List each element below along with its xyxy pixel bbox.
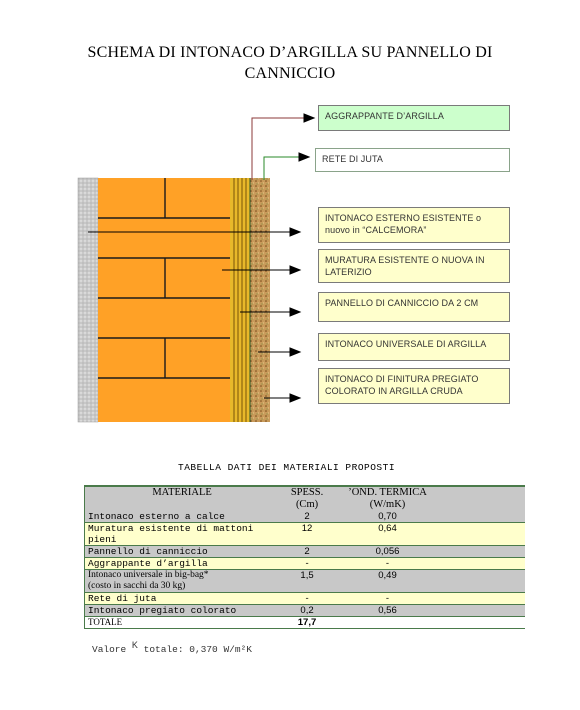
label-intonaco-esterno: INTONACO ESTERNO ESISTENTE o nuovo in “CALCEMORA”: [318, 207, 510, 243]
label-muratura: MURATURA ESISTENTE O NUOVA IN LATERIZIO: [318, 249, 510, 283]
table-header-row: [85, 486, 526, 511]
total-k-value: Valore $^K$ totale: 0,370 W/m²K: [92, 640, 252, 656]
label-intonaco-universale: INTONACO UNIVERSALE DI ARGILLA: [318, 333, 510, 361]
table-row: Aggrappante d’argilla - -: [85, 558, 526, 570]
clay-plaster-layer: [250, 178, 270, 422]
table-title: TABELLA DATI DEI MATERIALI PROPOSTI: [178, 462, 396, 473]
table-row: Pannello di canniccio 2 0,056: [85, 546, 526, 558]
title-line-1: SCHEMA DI INTONACO D’ARGILLA SU PANNELLO DI: [87, 44, 493, 61]
brick-wall-layer: [98, 178, 230, 422]
materials-table: [84, 485, 525, 629]
label-aggrappante: AGGRAPPANTE D’ARGILLA: [318, 105, 510, 131]
label-pannello: PANNELLO DI CANNICCIO DA 2 CM: [318, 292, 510, 322]
table-row: Muratura esistente di mattoni pieni 12 0,64: [85, 523, 526, 546]
header-materiale: MATERIALE: [85, 486, 280, 511]
table-row: Intonaco universale in big-bag* (costo in sacchi da 30 kg) 1,5 0,49: [85, 570, 526, 593]
label-finitura: INTONACO DI FINITURA PREGIATO COLORATO IN ARGILLA CRUDA: [318, 368, 510, 404]
label-rete-juta: RETE DI JUTA: [315, 148, 510, 172]
table-row: Rete di juta - -: [85, 593, 526, 605]
table-total-row: TOTALE 17,7: [85, 617, 526, 629]
table-row: Intonaco pregiato colorato 0,2 0,56: [85, 605, 526, 617]
title-line-2: CANNICCIO: [244, 65, 336, 82]
table-row: Intonaco esterno a calce 2 0,70: [85, 511, 526, 523]
header-spessore: SPESS. (Cm): [279, 486, 335, 511]
reed-panel-layer: [230, 178, 250, 422]
header-conducibilita: ’OND. TERMICA (W/mK): [335, 486, 440, 511]
outer-plaster-layer: [78, 178, 98, 422]
